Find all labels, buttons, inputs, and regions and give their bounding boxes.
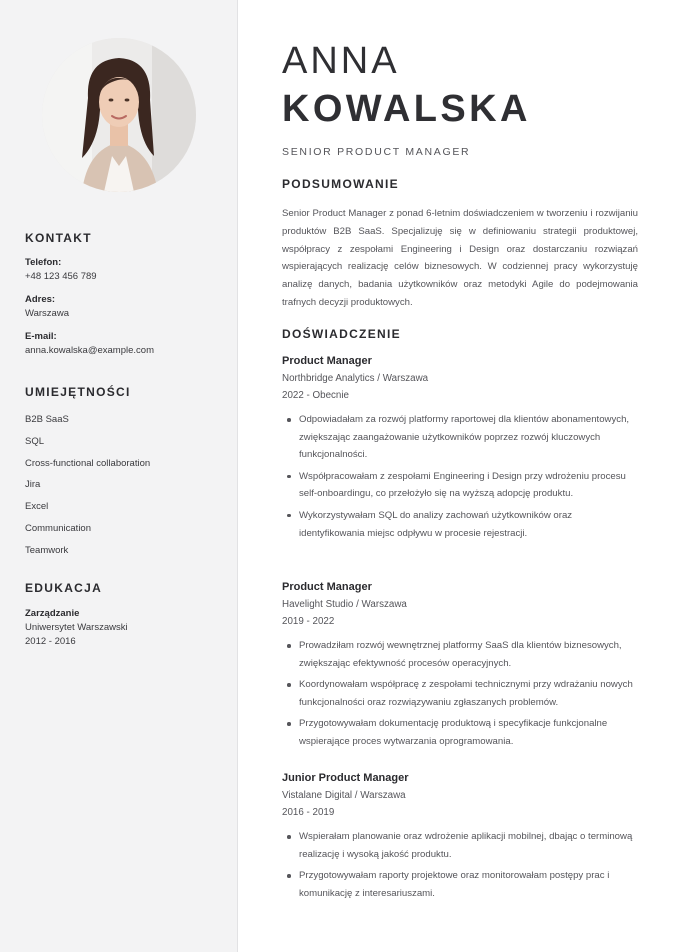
first-name: ANNA	[282, 40, 400, 82]
job-bullets	[282, 828, 638, 902]
job-title: SENIOR PRODUCT MANAGER	[282, 146, 471, 158]
job-role: Junior Product Manager	[282, 772, 409, 784]
job-company: Vistalane Digital / Warszawa	[282, 790, 406, 801]
job-bullet: Koordynowałam współpracę z zespołami technicznymi przy wdrażaniu nowych funkcjonalności oraz rozwiązywaniu zgłaszanych problemów.	[282, 676, 638, 711]
sidebar	[0, 0, 238, 952]
education-heading: EDUKACJA	[25, 581, 103, 595]
job-role: Product Manager	[282, 581, 372, 593]
job-bullet: Przygotowywałam dokumentację produktową i specyfikacje funkcjonalne wspierające proces wytwarzania oprogramowania.	[282, 715, 638, 750]
contact-section	[25, 231, 225, 356]
email-label: E-mail:	[25, 331, 57, 342]
contact-heading: KONTAKT	[25, 231, 92, 245]
job-bullet: Wspierałam planowanie oraz wdrożenie aplikacji mobilnej, dbając o terminową realizację i wysoką jakość produktu.	[282, 828, 638, 863]
job-dates: 2022 - Obecnie	[282, 390, 349, 401]
skill-item: Excel	[25, 501, 49, 513]
education-section	[25, 581, 225, 647]
job-dates: 2016 - 2019	[282, 807, 335, 818]
job-entry	[282, 772, 638, 906]
address-label: Adres:	[25, 294, 56, 305]
experience-heading: DOŚWIADCZENIE	[282, 327, 401, 341]
summary-heading: PODSUMOWANIE	[282, 177, 399, 191]
job-entry	[282, 355, 638, 546]
phone-value: +48 123 456 789	[25, 271, 97, 282]
skill-item: B2B SaaS	[25, 414, 69, 425]
job-role: Product Manager	[282, 355, 372, 367]
phone-label: Telefon:	[25, 257, 62, 268]
job-bullets	[282, 637, 638, 751]
skill-item: Cross-functional collaboration	[25, 457, 151, 469]
skill-item: Teamwork	[25, 544, 69, 556]
job-dates: 2019 - 2022	[282, 616, 335, 627]
education-school: Uniwersytet Warszawski	[25, 622, 128, 633]
job-company: Havelight Studio / Warszawa	[282, 599, 407, 610]
job-bullet: Wykorzystywałam SQL do analizy zachowań użytkowników oraz identyfikowania miejsc odpływu w procesie rejestracji.	[282, 507, 638, 542]
job-entry	[282, 581, 638, 755]
skills-section	[25, 385, 225, 562]
skill-item: SQL	[25, 435, 45, 447]
skill-item: Jira	[25, 479, 41, 491]
job-bullets	[282, 411, 638, 542]
skills-list	[25, 409, 225, 562]
job-company: Northbridge Analytics / Warszawa	[282, 373, 429, 384]
job-bullet: Prowadziłam rozwój wewnętrznej platformy SaaS dla klientów biznesowych, zwiększając efektywność procesów operacyjnych.	[282, 637, 638, 672]
portrait-image	[42, 38, 196, 192]
job-bullet: Współpracowałam z zespołami Engineering i Design przy wdrożeniu procesu self-onboardingu, co przełożyło się na wyższą adopcję produktu.	[282, 468, 638, 503]
education-years: 2012 - 2016	[25, 636, 76, 647]
education-field: Zarządzanie	[25, 608, 80, 619]
summary-text: Senior Product Manager z ponad 6-letnim doświadczeniem w tworzeniu i rozwijaniu produktów B2B SaaS. Specjalizuję się w definiowaniu strategii produktowej, współpracy z zespołami Engineering i Design oraz dostarczaniu rozwiązań wspierających realizację celów biznesowych. W codziennej pracy wykorzystuję analizę danych, badania użytkowników oraz metodyki Agile do podejmowania trafnych decyzji produktowych.	[282, 208, 638, 308]
email-value: anna.kowalska@example.com	[25, 345, 154, 356]
last-name: KOWALSKA	[282, 88, 531, 130]
address-value: Warszawa	[25, 308, 69, 319]
job-bullet: Przygotowywałam raporty projektowe oraz monitorowałam postępy prac i komunikację z interesariuszami.	[282, 867, 638, 902]
skill-item: Communication	[25, 522, 91, 534]
profile-photo	[42, 38, 196, 192]
skills-heading: UMIEJĘTNOŚCI	[25, 385, 131, 399]
job-bullet: Odpowiadałam za rozwój platformy raportowej dla klientów abonamentowych, zwiększając zaangażowanie użytkowników poprzez rozwój kluczowych funkcjonalności.	[282, 411, 638, 464]
